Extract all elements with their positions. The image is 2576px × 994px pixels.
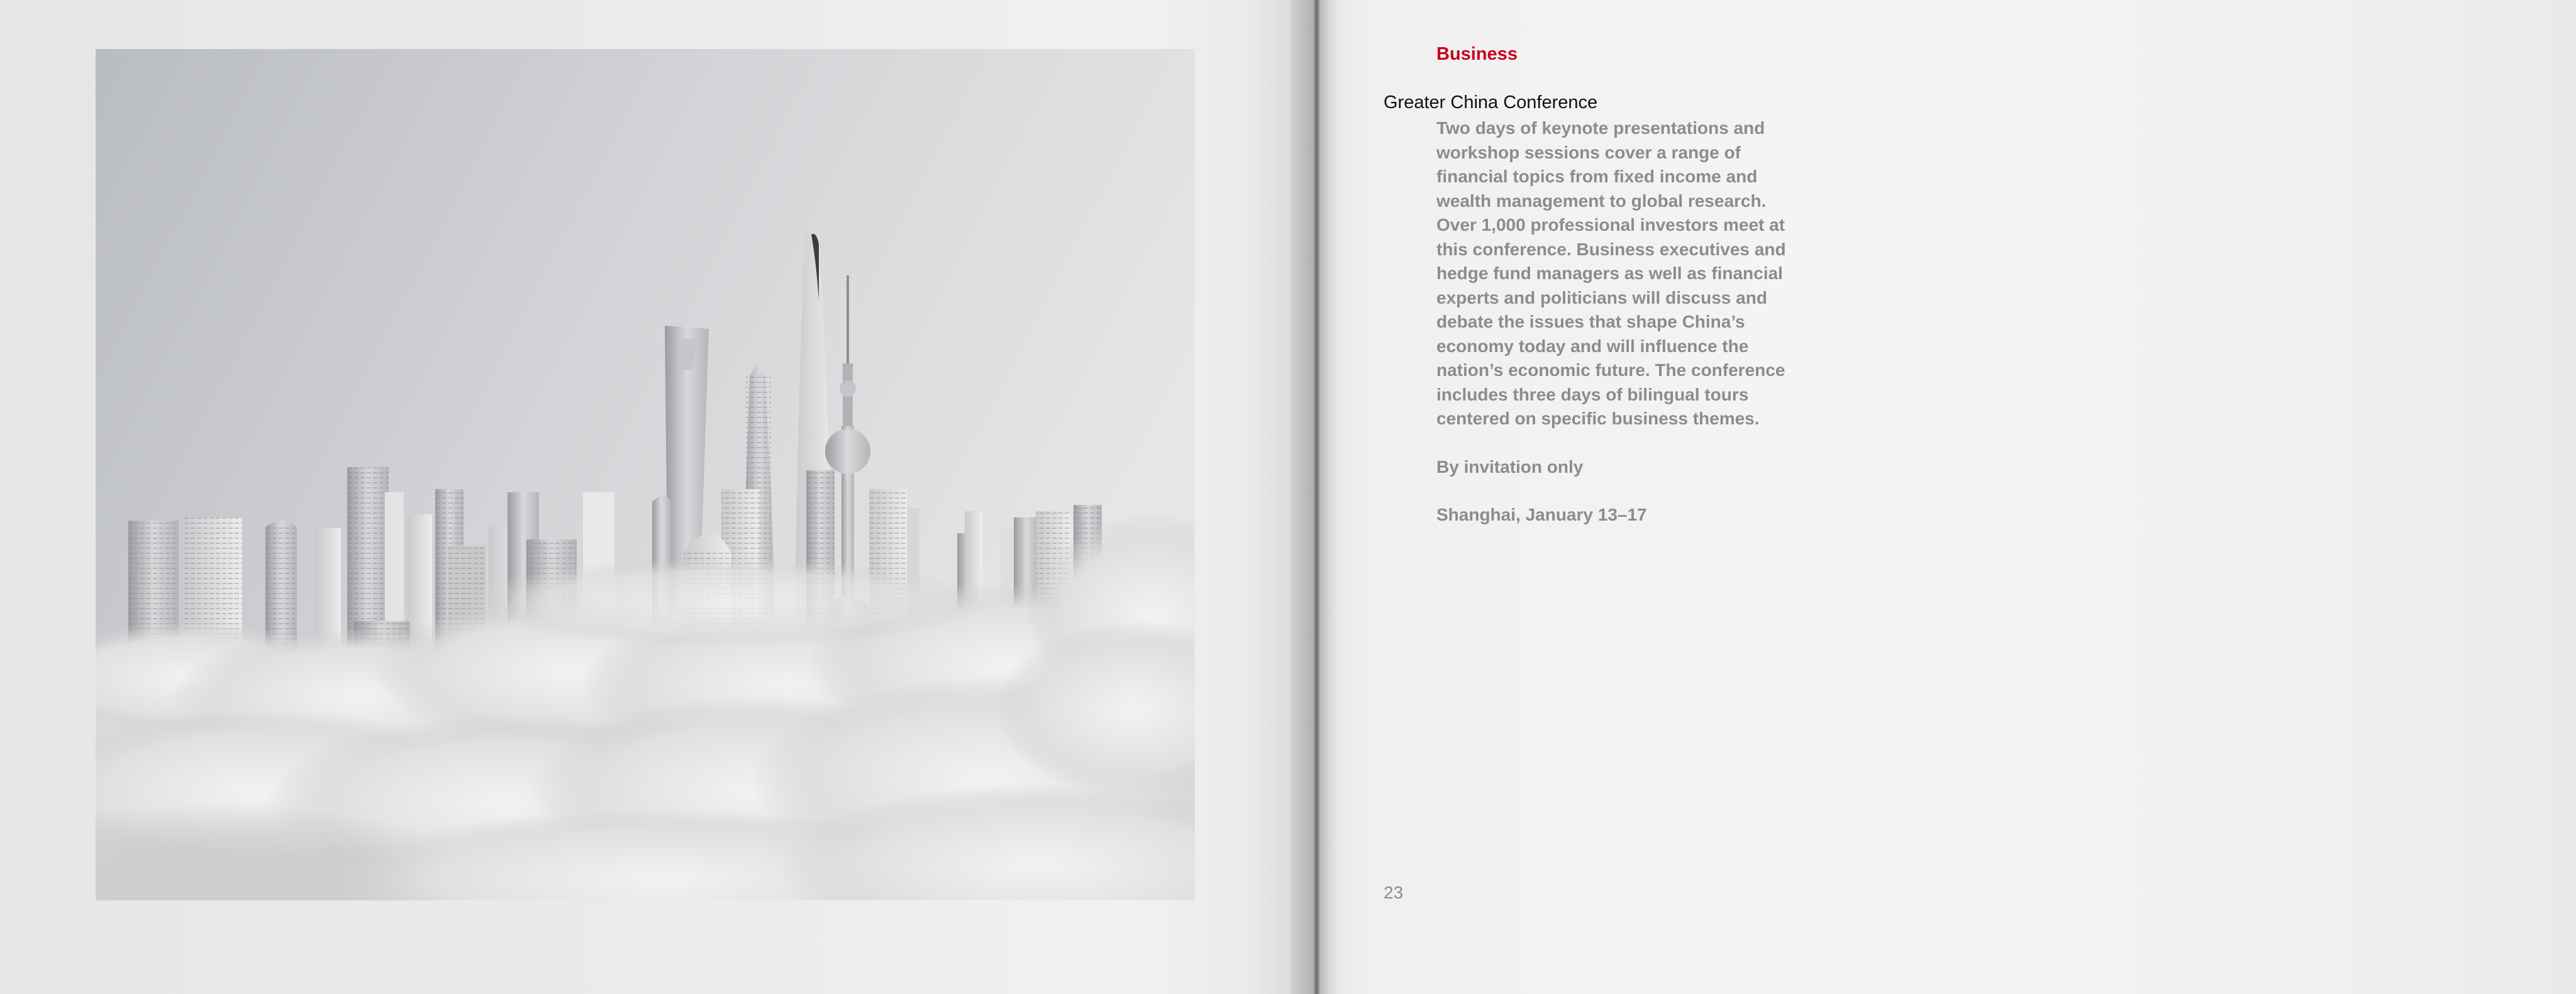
section-label: Business: [1436, 44, 1518, 64]
description-line: debate the issues that shape China’s: [1436, 312, 1745, 331]
description-line: this conference. Business executives and: [1436, 239, 1786, 259]
description-line: Two days of keynote presentations and: [1436, 118, 1765, 138]
description-line: nation’s economic future. The conference: [1436, 360, 1785, 380]
description-line: includes three days of bilingual tours: [1436, 384, 1749, 404]
description-line: hedge fund managers as well as financial: [1436, 263, 1783, 283]
skyline-photo: [96, 49, 1195, 900]
conference-description: [1436, 116, 1814, 527]
invitation-note: By invitation only: [1436, 456, 1584, 477]
description-line: financial topics from fixed income and: [1436, 167, 1758, 186]
description-line: experts and politicians will discuss and: [1436, 287, 1767, 307]
description-line: workshop sessions cover a range of: [1436, 142, 1741, 162]
description-line: centered on specific business themes.: [1436, 409, 1760, 428]
conference-title: Greater China Conference: [1384, 92, 1598, 113]
description-line: wealth management to global research.: [1436, 191, 1767, 211]
page-number: 23: [1384, 883, 1404, 902]
location-date: Shanghai, January 13–17: [1436, 505, 1647, 524]
description-line: Over 1,000 professional investors meet at: [1436, 215, 1785, 235]
paragraph-gap: [1436, 431, 1814, 455]
paragraph-gap: [1436, 479, 1814, 503]
description-line: economy today and will influence the: [1436, 336, 1749, 356]
